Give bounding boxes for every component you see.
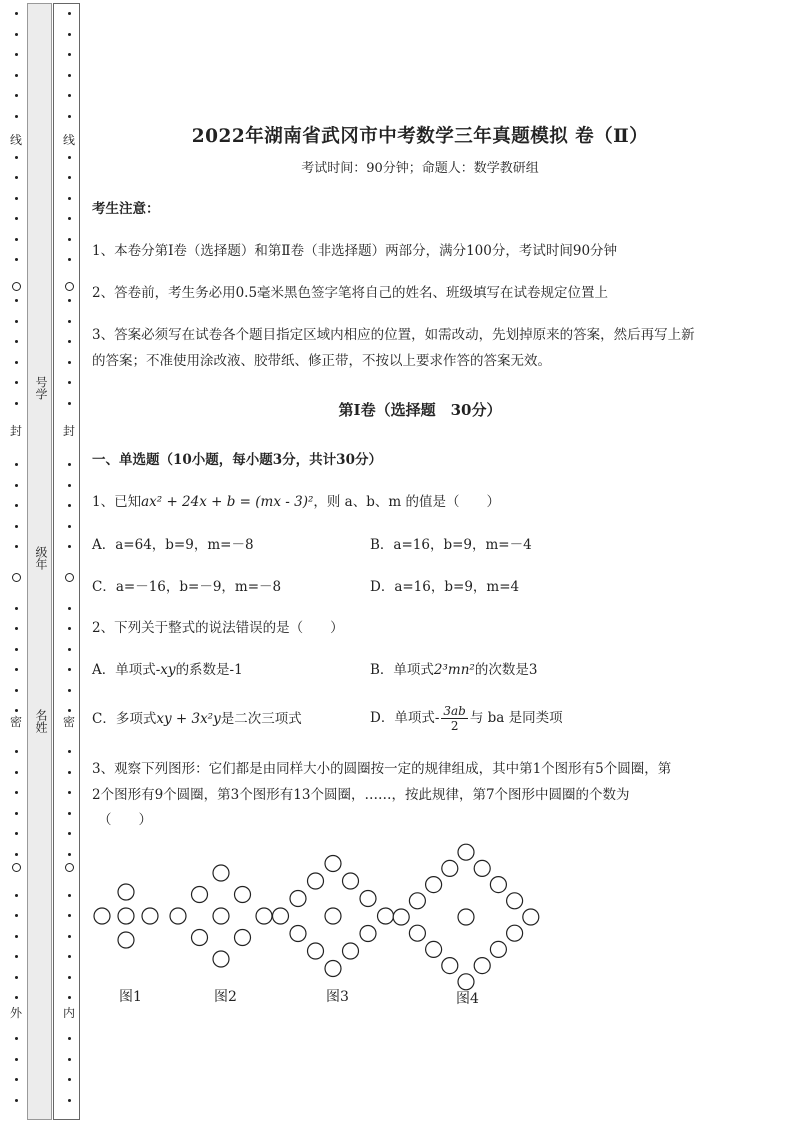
class-label [33, 546, 47, 570]
q2-b-expr: 2³mn² [433, 662, 475, 678]
q2-option-a[interactable] [92, 657, 243, 683]
margin-dot [68, 484, 71, 487]
question-2-stem: 2、下列关于整式的说法错误的是（ ） [92, 620, 344, 636]
margin-char: 密 [10, 715, 23, 729]
margin-char: 线 [10, 133, 23, 147]
figure-2-circle [170, 908, 186, 924]
margin-dot [68, 1037, 71, 1040]
margin-dot [15, 217, 18, 220]
fraction-denominator: 2 [450, 719, 459, 733]
margin-dot [68, 53, 71, 56]
figure-4-circle [474, 958, 490, 974]
figure-3-circle [343, 873, 359, 889]
figure-3-circle [308, 873, 324, 889]
q2-a-post: 的系数是-1 [175, 662, 243, 678]
margin-dot [15, 1078, 18, 1081]
figure-1-label: 图1 [119, 989, 142, 1005]
figure-4-circle [458, 844, 474, 860]
figure-2-circle [235, 887, 251, 903]
figure-4-circle [393, 909, 409, 925]
q2-b-pre: B．单项式 [370, 662, 434, 678]
margin-dot [68, 156, 71, 159]
margin-dot [15, 812, 18, 815]
margin-dot [68, 463, 71, 466]
margin-dot [15, 709, 18, 712]
margin-dot [15, 484, 18, 487]
figure-4-circle [426, 941, 442, 957]
q2-d-fraction [441, 704, 467, 733]
margin-dot [68, 320, 71, 323]
margin-dot [15, 689, 18, 692]
figure-4-circle [409, 925, 425, 941]
margin-dot [15, 996, 18, 999]
figure-3-circle [360, 891, 376, 907]
margin-dot [15, 607, 18, 610]
figure-2-circle [213, 908, 229, 924]
margin-dot [15, 12, 18, 15]
margin-dot [15, 463, 18, 466]
figure-4-circle [442, 958, 458, 974]
margin-dot [15, 955, 18, 958]
figure-2-circle [192, 887, 208, 903]
margin-char: 封 [63, 424, 76, 438]
figure-4-circle [442, 860, 458, 876]
margin-dot [68, 627, 71, 630]
q2-d-post: 与 ba 是同类项 [469, 710, 563, 726]
q2-c-pre: C．多项式 [92, 711, 157, 727]
margin-dot [68, 115, 71, 118]
margin-dot [68, 791, 71, 794]
q2-option-b[interactable] [370, 657, 537, 683]
section-title: 第Ⅰ卷（选择题 30分） [338, 401, 502, 419]
margin-dot [68, 750, 71, 753]
figure-3-circle [360, 926, 376, 942]
margin-dot [68, 607, 71, 610]
margin-ring-icon [65, 573, 74, 582]
margin-dot [68, 812, 71, 815]
notice-item-2: 2、答卷前，考生务必用0.5毫米黑色签字笔将自己的姓名、班级填写在试卷规定位置上 [92, 285, 609, 301]
figure-4-circle [490, 941, 506, 957]
q2-option-d[interactable]: D．单项式- $\frac{3ab}{2}$ 与 ba 是同类项 [370, 704, 563, 733]
q2-d-pre: D．单项式 [370, 710, 435, 726]
figure-1-circle [118, 932, 134, 948]
question-3-line-3: （ ） [98, 812, 152, 828]
margin-dot [15, 33, 18, 36]
margin-dot [15, 340, 18, 343]
figure-3-circle [290, 926, 306, 942]
margin-ring-icon [12, 863, 21, 872]
figure-4-circle [426, 877, 442, 893]
margin-dot [15, 299, 18, 302]
margin-dot [68, 340, 71, 343]
figure-4-circle [490, 877, 506, 893]
figure-3-circle [343, 943, 359, 959]
margin-label-char: 名姓 [34, 709, 48, 733]
figure-3-label: 图3 [326, 989, 349, 1005]
figure-4-circle [409, 893, 425, 909]
q1-option-a[interactable]: A．a=64，b=9，m=－8 [92, 537, 254, 553]
margin-dot [15, 504, 18, 507]
figure-2-circle [256, 908, 272, 924]
margin-dot [15, 402, 18, 405]
margin-dot [15, 627, 18, 630]
margin-ring-icon [12, 282, 21, 291]
q1-expression: ax² + 24x + b = (mx - 3)² [141, 494, 314, 510]
margin-dot [15, 771, 18, 774]
margin-dot [68, 1078, 71, 1081]
binding-line-box [53, 3, 80, 1120]
exam-title: 2022年湖南省武冈市中考数学三年真题模拟 卷（Ⅱ） [191, 126, 649, 147]
margin-dot [68, 771, 71, 774]
figure-2-circle [235, 930, 251, 946]
margin-dot [68, 258, 71, 261]
figure-3-circle [290, 891, 306, 907]
figure-1-circle [118, 908, 134, 924]
figure-1-circle [94, 908, 110, 924]
margin-ring-icon [65, 863, 74, 872]
margin-dot [15, 668, 18, 671]
figure-3-circle [308, 943, 324, 959]
margin-dot [68, 832, 71, 835]
question-1-stem [92, 489, 500, 515]
figure-1-circle [118, 884, 134, 900]
margin-dot [15, 238, 18, 241]
margin-dot [15, 74, 18, 77]
margin-char: 密 [63, 715, 76, 729]
margin-dot [68, 361, 71, 364]
figure-2-circle [213, 865, 229, 881]
margin-dot [15, 1099, 18, 1102]
margin-dot [15, 156, 18, 159]
margin-dot [68, 914, 71, 917]
margin-label-char: 号学 [34, 376, 48, 400]
figure-3-circle [273, 908, 289, 924]
figure-1-circle [142, 908, 158, 924]
figure-2-label: 图2 [214, 989, 237, 1005]
q2-b-post: 的次数是3 [474, 662, 538, 678]
q1-stem-end: ，则 a、b、m 的值是（ ） [313, 494, 500, 510]
q1-stem-start: 1、已知 [92, 494, 142, 510]
margin-dot [15, 750, 18, 753]
margin-dot [15, 381, 18, 384]
margin-dot [15, 361, 18, 364]
name-label [33, 709, 47, 733]
margin-dot [68, 996, 71, 999]
margin-dot [68, 74, 71, 77]
margin-dot [68, 976, 71, 979]
margin-dot [15, 197, 18, 200]
q1-option-d[interactable]: D．a=16，b=9，m=4 [370, 579, 520, 595]
part-heading: 一、单选题（10小题，每小题3分，共计30分） [92, 452, 382, 468]
margin-dot [15, 53, 18, 56]
q2-option-c[interactable] [92, 706, 302, 732]
margin-char: 内 [63, 1006, 76, 1020]
notice-item-3-cont: 的答案；不准使用涂改液、胶带纸、修正带，不按以上要求作答的答案无效。 [92, 353, 551, 369]
margin-dot [15, 894, 18, 897]
figure-4-circle [523, 909, 539, 925]
margin-dot [68, 648, 71, 651]
margin-dot [68, 525, 71, 528]
margin-dot [68, 955, 71, 958]
figure-2-circle [213, 951, 229, 967]
margin-dot [15, 791, 18, 794]
q2-c-post: 是二次三项式 [220, 711, 302, 727]
q1-option-c[interactable]: C．a=－16，b=－9，m=－8 [92, 579, 282, 595]
margin-dot [68, 381, 71, 384]
margin-dot [68, 935, 71, 938]
margin-dot [68, 668, 71, 671]
figure-4-circle [458, 909, 474, 925]
margin-dot [68, 299, 71, 302]
q2-a-pre: A．单项式 [92, 662, 156, 678]
margin-dot [15, 976, 18, 979]
margin-dot [68, 12, 71, 15]
margin-dot [68, 504, 71, 507]
q2-a-expr: -xy [155, 662, 176, 678]
exam-subtitle: 考试时间：90分钟；命题人：数学教研组 [301, 161, 539, 176]
margin-dot [68, 1099, 71, 1102]
question-3-line-2: 2个图形有9个圆圈，第3个图形有13个圆圈，……，按此规律，第7个图形中圆圈的个数为 [92, 787, 630, 803]
margin-label-char: 级年 [34, 546, 48, 570]
margin-char: 外 [10, 1006, 23, 1020]
margin-dot [15, 648, 18, 651]
margin-dot [15, 935, 18, 938]
margin-dot [68, 176, 71, 179]
figure-3-circle [378, 908, 394, 924]
margin-char: 线 [63, 133, 76, 147]
margin-dot [15, 832, 18, 835]
notice-heading: 考生注意： [92, 201, 160, 217]
figure-4-circle [507, 893, 523, 909]
margin-dot [68, 197, 71, 200]
margin-dot [15, 1037, 18, 1040]
margin-dot [68, 853, 71, 856]
margin-dot [68, 1058, 71, 1061]
q1-option-b[interactable]: B．a=16，b=9，m=－4 [370, 537, 532, 553]
margin-dot [15, 320, 18, 323]
margin-dot [15, 115, 18, 118]
figure-3-circle [325, 856, 341, 872]
student-id-label [33, 376, 47, 400]
margin-dot [15, 545, 18, 548]
figure-3-circle [325, 961, 341, 977]
margin-dot [68, 217, 71, 220]
figure-4-circle [507, 925, 523, 941]
margin-dot [15, 258, 18, 261]
margin-dot [15, 1058, 18, 1061]
margin-ring-icon [12, 573, 21, 582]
margin-dot [68, 33, 71, 36]
margin-dot [68, 238, 71, 241]
figure-3-circle [325, 908, 341, 924]
margin-ring-icon [65, 282, 74, 291]
margin-dot [68, 689, 71, 692]
margin-dot [68, 402, 71, 405]
margin-dot [15, 94, 18, 97]
margin-dot [15, 914, 18, 917]
figure-4-label: 图4 [456, 991, 479, 1007]
notice-item-3: 3、答案必须写在试卷各个题目指定区域内相应的位置，如需改动，先划掉原来的答案，然后再写上新 [92, 327, 695, 343]
figure-2-circle [192, 930, 208, 946]
margin-dot [68, 94, 71, 97]
figure-4-circle [474, 860, 490, 876]
notice-item-1: 1、本卷分第Ⅰ卷（选择题）和第Ⅱ卷（非选择题）两部分，满分100分，考试时间90分钟 [92, 243, 618, 259]
margin-dot [68, 709, 71, 712]
margin-dot [68, 545, 71, 548]
fraction-numerator: 3ab [443, 704, 466, 718]
margin-dot [68, 894, 71, 897]
margin-char: 封 [10, 424, 23, 438]
q2-c-expr: xy + 3x²y [156, 711, 221, 727]
margin-dot [15, 176, 18, 179]
question-3-line-1: 3、观察下列图形：它们都是由同样大小的圆圈按一定的规律组成，其中第1个图形有5个圆圈，第 [92, 761, 672, 777]
margin-dot [15, 853, 18, 856]
margin-dot [15, 525, 18, 528]
